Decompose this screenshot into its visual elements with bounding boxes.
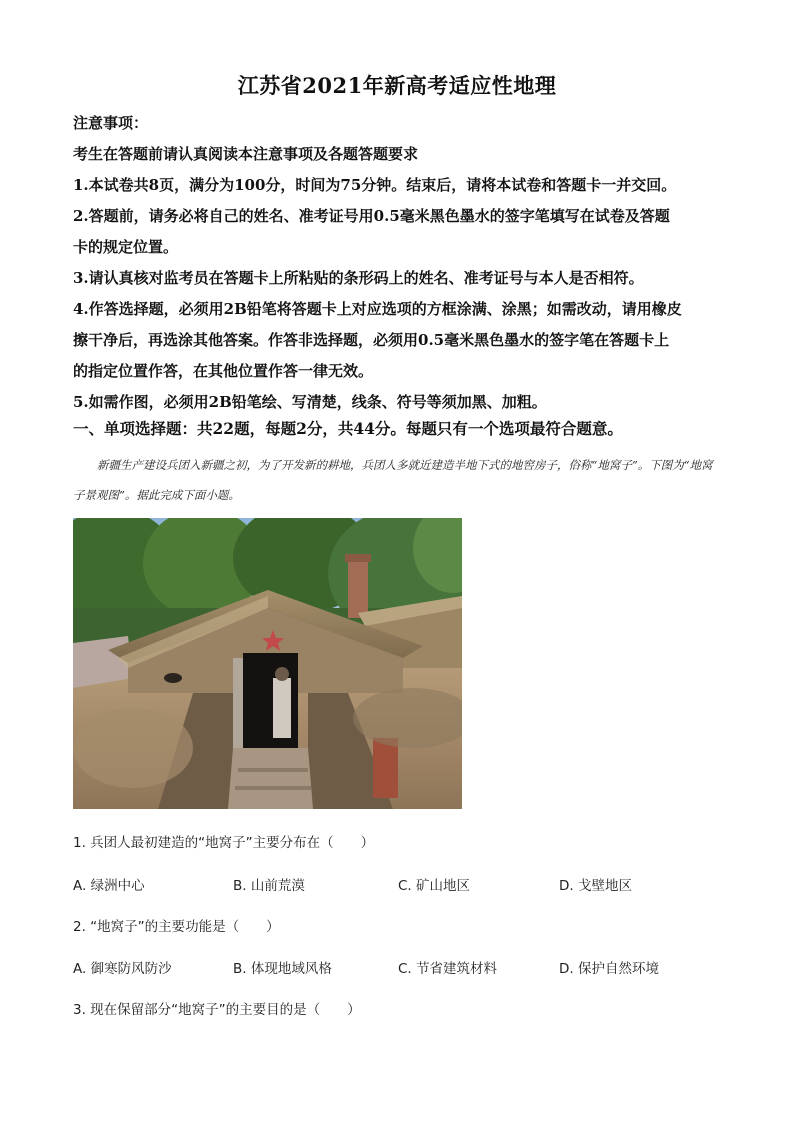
notice-block <box>73 108 733 418</box>
page-title: 江苏省2021年新高考适应性地理 <box>237 73 557 98</box>
option-a[interactable]: A. 绿洲中心 <box>73 878 145 894</box>
notice-line: 5.如需作图，必须用2B铅笔绘、写清楚，线条、符号等须加黑、加粗。 <box>73 393 547 411</box>
notice-line: 1.本试卷共8页，满分为100分，时间为75分钟。结束后，请将本试卷和答题卡一并交回。 <box>73 176 677 194</box>
notice-line: 的指定位置作答，在其他位置作答一律无效。 <box>73 362 374 380</box>
question-2-options <box>73 957 713 977</box>
option-c[interactable]: C. 矿山地区 <box>398 878 471 894</box>
notice-line: 擦干净后，再选涂其他答案。作答非选择题，必须用0.5毫米黑色墨水的签字笔在答题卡上 <box>73 331 670 349</box>
reading-passage: 新疆生产建设兵团入新疆之初，为了开发新的耕地，兵团人多就近建造半地下式的地窖房子，俗称“地窝子”。下图为“地窝子景观图”。据此完成下面小题。 <box>73 458 713 502</box>
notice-heading: 注意事项： <box>73 114 149 132</box>
notice-line: 考生在答题前请认真阅读本注意事项及各题答题要求 <box>73 145 419 163</box>
option-d[interactable]: D. 戈壁地区 <box>559 878 632 894</box>
notice-line: 3.请认真核对监考员在答题卡上所粘贴的条形码上的姓名、准考证号与本人是否相符。 <box>73 269 644 287</box>
section-heading: 一、单项选择题：共22题，每题2分，共44分。每题只有一个选项最符合题意。 <box>73 419 623 438</box>
question-1-options <box>73 874 713 894</box>
diwozi-landscape-photo <box>73 518 462 809</box>
notice-line: 卡的规定位置。 <box>73 238 179 256</box>
question-3: 3. 现在保留部分“地窝子”的主要目的是（ ） <box>73 1002 361 1018</box>
question-1: 1. 兵团人最初建造的“地窝子”主要分布在（ ） <box>73 835 375 851</box>
question-2: 2. “地窝子”的主要功能是（ ） <box>73 919 280 935</box>
option-b[interactable]: B. 体现地域风格 <box>233 961 332 977</box>
option-a[interactable]: A. 御寒防风防沙 <box>73 961 172 977</box>
notice-line: 2.答题前，请务必将自己的姓名、准考证号用0.5毫米黑色墨水的签字笔填写在试卷及答题 <box>73 207 670 225</box>
notice-line: 4.作答选择题，必须用2B铅笔将答题卡上对应选项的方框涂满、涂黑；如需改动，请用橡皮 <box>73 300 682 318</box>
option-d[interactable]: D. 保护自然环境 <box>559 961 659 977</box>
option-b[interactable]: B. 山前荒漠 <box>233 878 305 894</box>
option-c[interactable]: C. 节省建筑材料 <box>398 961 498 977</box>
